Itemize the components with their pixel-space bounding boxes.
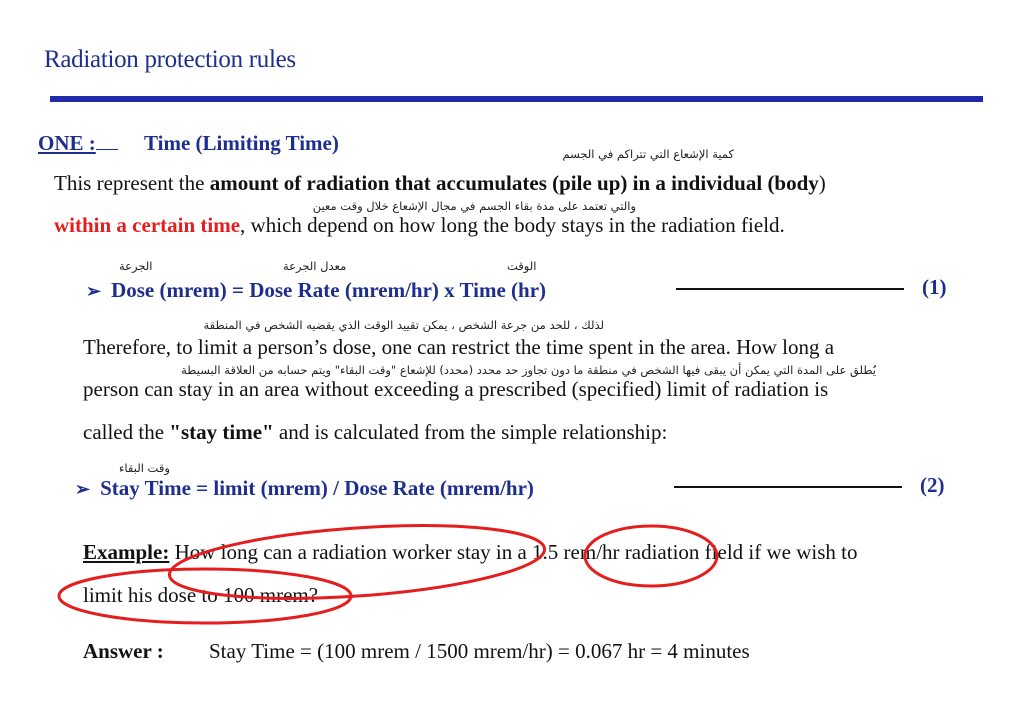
- arabic-note-accumulation: كمية الإشعاع التي تتراكم في الجسم: [562, 147, 734, 161]
- arabic-dose-rate: معدل الجرعة: [283, 259, 347, 273]
- arabic-note-stay-time: يُطلق على المدة التي يمكن أن يبقى فيها الشخص في منطقة ما دون تجاوز حد محدد (محدد) للإشعاع "وقت البقاء" ويتم حسابه من العلاقة البسيطة: [181, 363, 876, 377]
- example-line2: limit his dose to 100 mrem?: [83, 583, 319, 607]
- arabic-time: الوقت: [507, 259, 537, 273]
- arrowhead-bullet-icon: ➢: [75, 479, 91, 499]
- arabic-dose: الجرعة: [119, 259, 153, 273]
- paragraph2-line3: called the "stay time" and is calculated from the simple relationship:: [83, 420, 668, 444]
- equation-number-2: (2): [920, 473, 945, 497]
- paragraph2-line1: Therefore, to limit a person’s dose, one can restrict the time spent in the area. How long a: [83, 335, 835, 359]
- page-title: Radiation protection rules: [44, 46, 296, 73]
- title-divider: [50, 96, 983, 102]
- paragraph1-line2: within a certain time, which depend on how long the body stays in the radiation field.: [54, 213, 785, 237]
- arabic-note-limit: لذلك ، للحد من جرعة الشخص ، يمكن تقييد الوقت الذي يقضيه الشخص في المنطقة: [203, 318, 604, 332]
- arabic-note-time: والتي تعتمد على مدة بقاء الجسم في مجال الإشعاع خلال وقت معين: [312, 199, 636, 213]
- paragraph2-line2: person can stay in an area without exceeding a prescribed (specified) limit of radiation is: [83, 377, 829, 401]
- formula-dose: ➢ Dose (mrem) = Dose Rate (mrem/hr) x Time (hr): [86, 278, 547, 302]
- formula1-leader-line: [676, 288, 904, 290]
- equation-number-1: (1): [922, 275, 947, 299]
- example-line1: Example: How long can a radiation worker stay in a 1.5 rem/hr radiation field if we wish to: [83, 540, 858, 564]
- answer-text: Stay Time = (100 mrem / 1500 mrem/hr) = 0.067 hr = 4 minutes: [209, 639, 750, 663]
- formula2-leader-line: [674, 486, 902, 488]
- formula-stay-time: ➢ Stay Time = limit (mrem) / Dose Rate (mrem/hr): [75, 476, 534, 500]
- paragraph1-line1: This represent the amount of radiation that accumulates (pile up) in a individual (body): [54, 171, 826, 195]
- answer-label: Answer :: [83, 639, 164, 663]
- section-label: ONE :: [38, 131, 118, 156]
- arrowhead-bullet-icon: ➢: [86, 281, 102, 301]
- section-title: Time (Limiting Time): [144, 131, 339, 155]
- arabic-stay-time: وقت البقاء: [119, 461, 170, 475]
